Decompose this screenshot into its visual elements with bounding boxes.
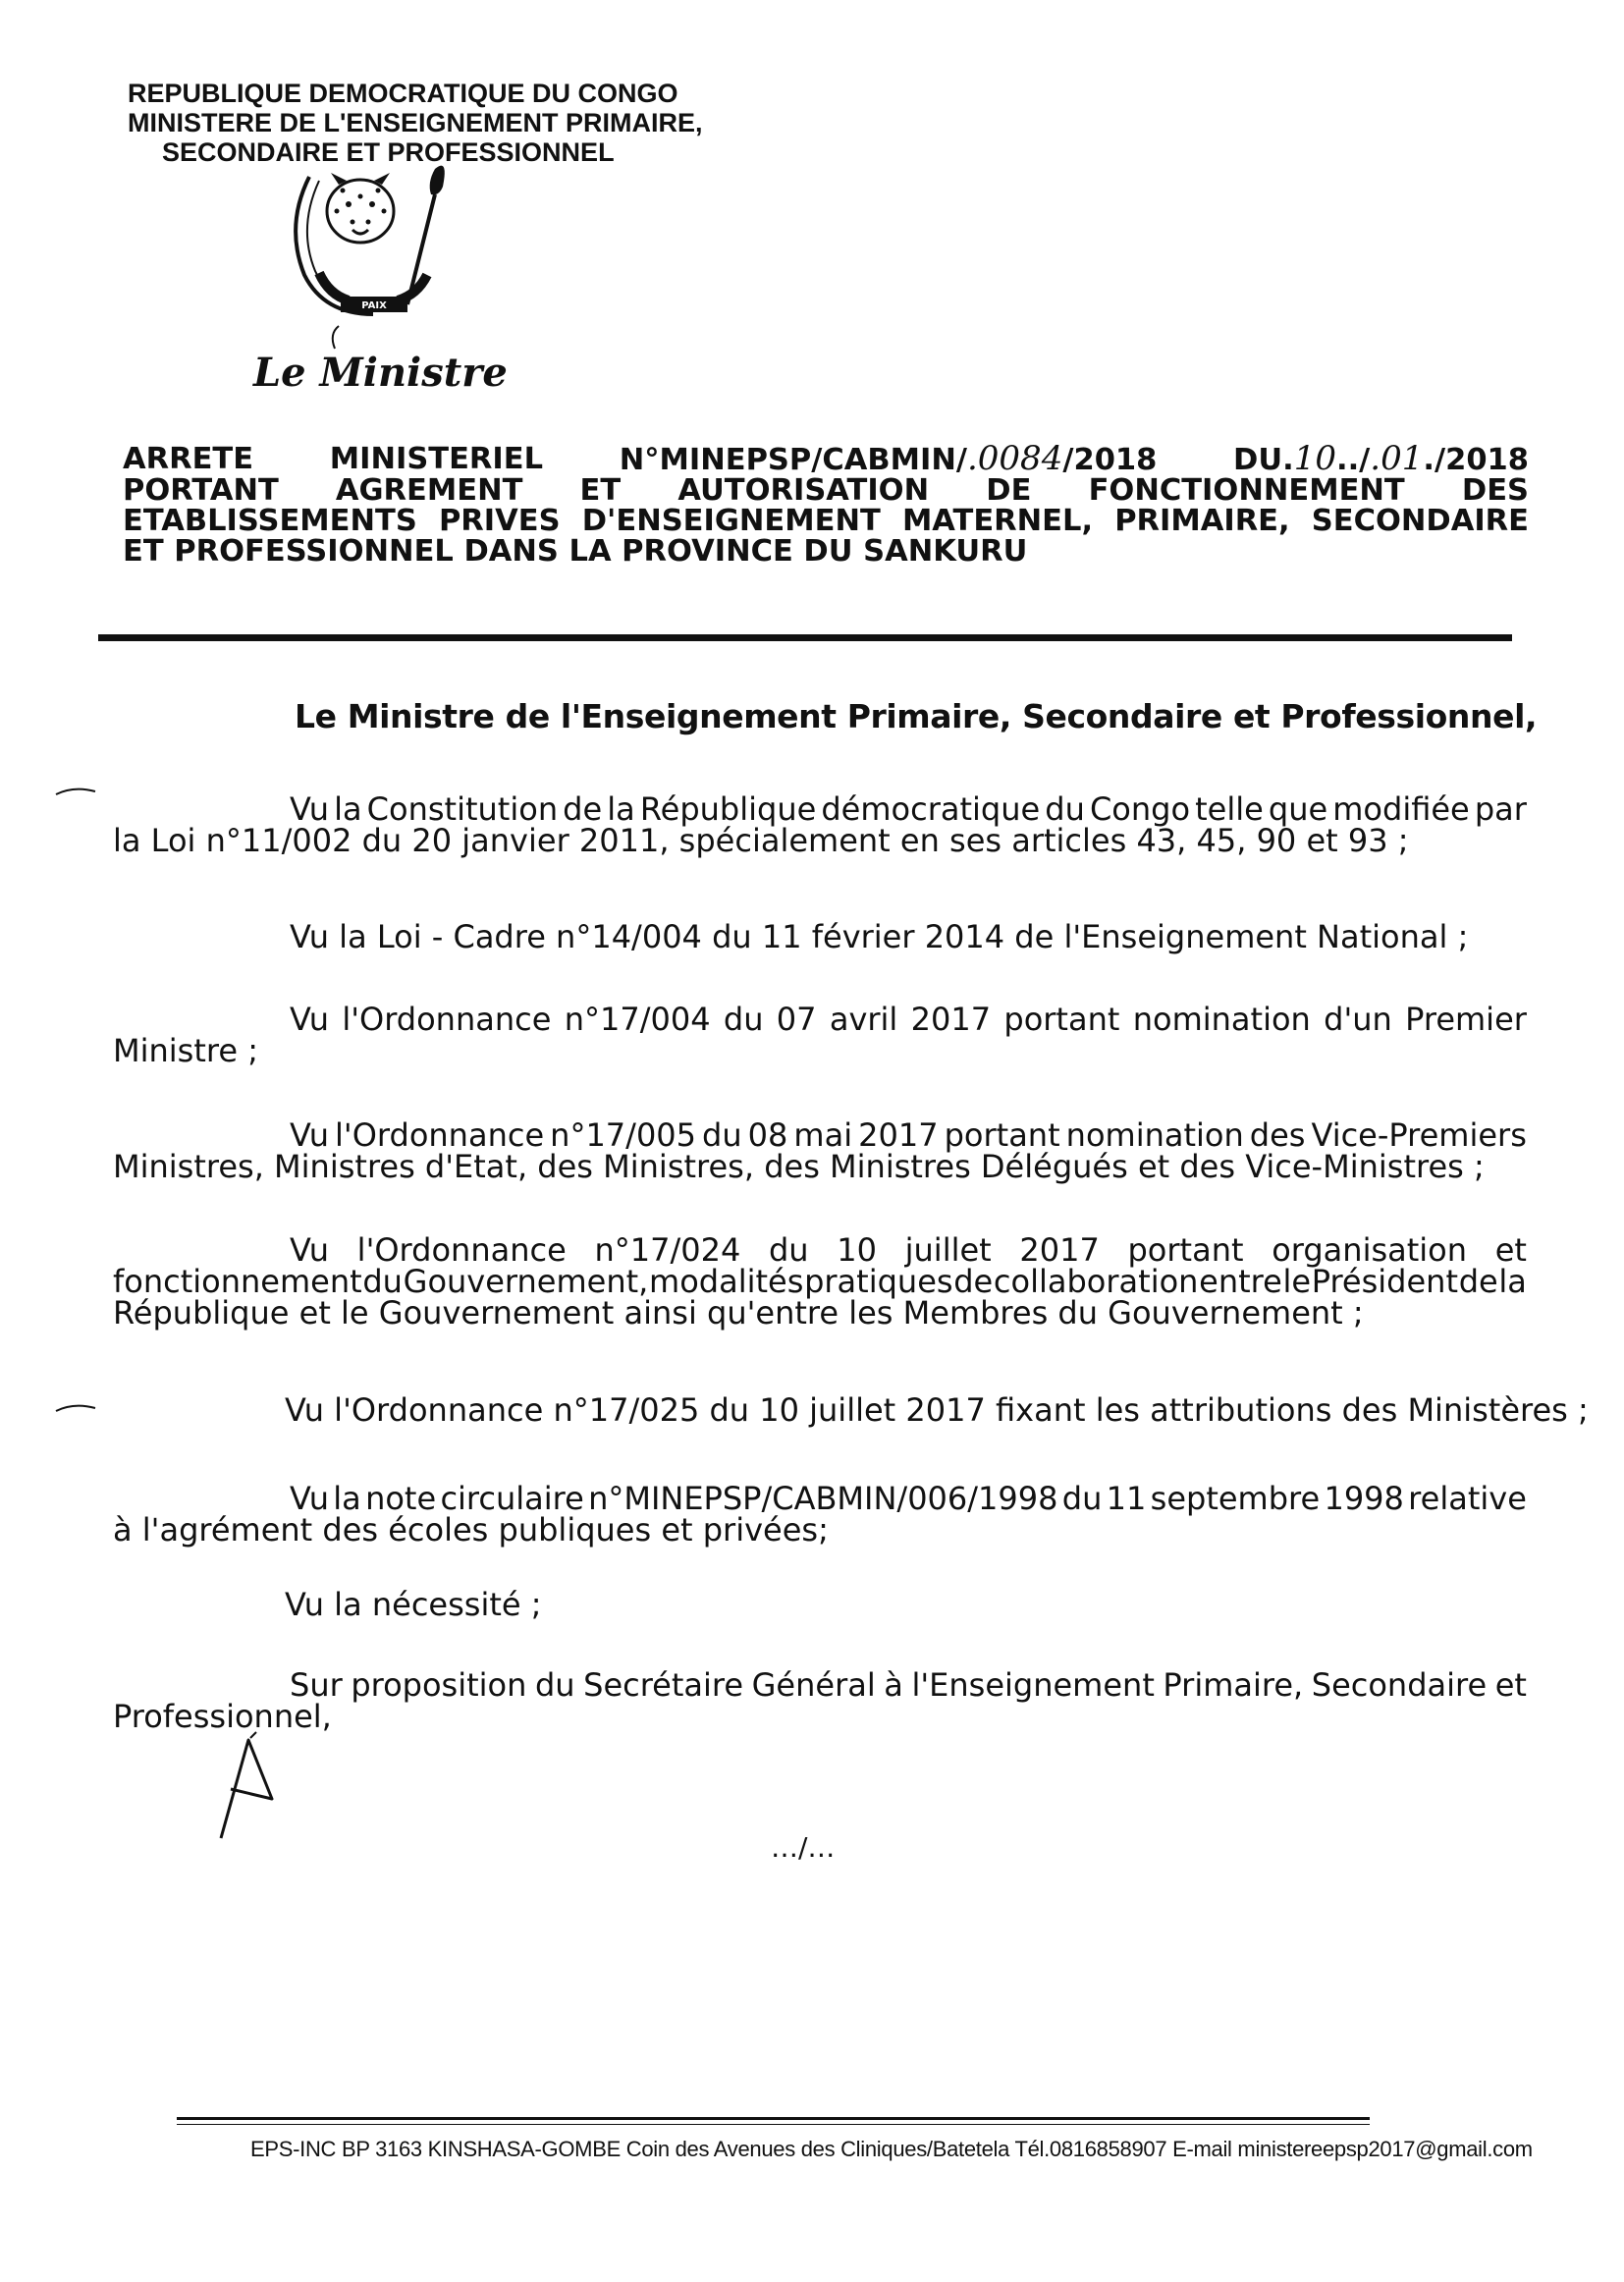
title-row-1: ARRETE MINISTERIEL N°MINEPSP/CABMIN/.0084/2018 DU.10../.01./2018: [123, 439, 1529, 478]
paragraph-ordonnance-attributions: Vu l'Ordonnance n°17/025 du 10 juillet 2017 fixant les attributions des Ministères ;: [285, 1391, 1589, 1429]
decree-title: [123, 439, 1529, 569]
footer-divider-thin: [177, 2124, 1370, 2125]
handwritten-day: 10: [1293, 439, 1336, 478]
header-ministry-cont: SECONDAIRE ET PROFESSIONNEL: [162, 137, 615, 167]
paragraph-constitution: Vu la Constitution de la République démocratique du Congo telle que modifiée par la Loi n°11/002 du 20 janvier 2011, spécialement en ses articles 43, 45, 90 et 93 ;: [113, 790, 1527, 859]
paragraph-ordonnance-gouvernement: Vu l'Ordonnance n°17/024 du 10 juillet 2017 portant organisation et fonctionnement du Gouvernement, modalités pratiques de collaboration entre le Président de la République et le Gouvernement ainsi qu'entre les Membres du Gouvernement ;: [113, 1231, 1527, 1331]
continued-marker: …/…: [771, 1831, 836, 1864]
title-row-3: ETABLISSEMENTS PRIVES D'ENSEIGNEMENT MATERNEL, PRIMAIRE, SECONDAIRE: [123, 504, 1529, 538]
svg-text:PAIX: PAIX: [361, 300, 387, 311]
header-republic: REPUBLIQUE DEMOCRATIQUE DU CONGO: [128, 79, 678, 108]
paragraph-ordonnance-premier-ministre: Vu l'Ordonnance n°17/004 du 07 avril 2017 portant nomination d'un Premier Ministre ;: [113, 1001, 1527, 1069]
scan-mark-icon: [54, 786, 97, 795]
paragraph-note-circulaire: Vu la note circulaire n°MINEPSP/CABMIN/006/1998 du 11 septembre 1998 relative à l'agrément des écoles publiques et privées;: [113, 1480, 1527, 1548]
title-row-4: ET PROFESSIONNEL DANS LA PROVINCE DU SANKURU: [123, 534, 1028, 569]
paragraph-necessite: Vu la nécessité ;: [285, 1586, 542, 1623]
paraph-signature-icon: [211, 1730, 290, 1843]
title-divider: [98, 634, 1512, 641]
header-ministry: MINISTERE DE L'ENSEIGNEMENT PRIMAIRE,: [128, 108, 703, 137]
handwritten-month: .01: [1370, 439, 1424, 478]
handwritten-decree-number: .0084: [966, 439, 1063, 478]
title-row-2: PORTANT AGREMENT ET AUTORISATION DE FONCTIONNEMENT DES: [123, 473, 1529, 508]
footer-divider: [177, 2117, 1370, 2120]
paragraph-proposition: Sur proposition du Secrétaire Général à l'Enseignement Primaire, Secondaire et Professionnel,: [113, 1666, 1527, 1735]
minister-signature-title: Le Ministre: [253, 350, 508, 396]
congo-leopard-emblem-icon: [280, 157, 506, 353]
paragraph-loi-cadre: Vu la Loi - Cadre n°14/004 du 11 février 2014 de l'Enseignement National ;: [290, 918, 1469, 955]
footer-address: EPS-INC BP 3163 KINSHASA-GOMBE Coin des Avenues des Cliniques/Batetela Tél.0816858907 E-mail ministereepsp2017@gmail.com: [250, 2137, 1533, 2161]
decree-subject: Le Ministre de l'Enseignement Primaire, Secondaire et Professionnel,: [295, 697, 1538, 735]
paragraph-ordonnance-ministres: Vu l'Ordonnance n°17/005 du 08 mai 2017 portant nomination des Vice-Premiers Ministres, Ministres d'Etat, des Ministres, des Ministres Délégués et des Vice-Ministres ;: [113, 1116, 1527, 1185]
scan-mark-icon: [54, 1402, 97, 1412]
